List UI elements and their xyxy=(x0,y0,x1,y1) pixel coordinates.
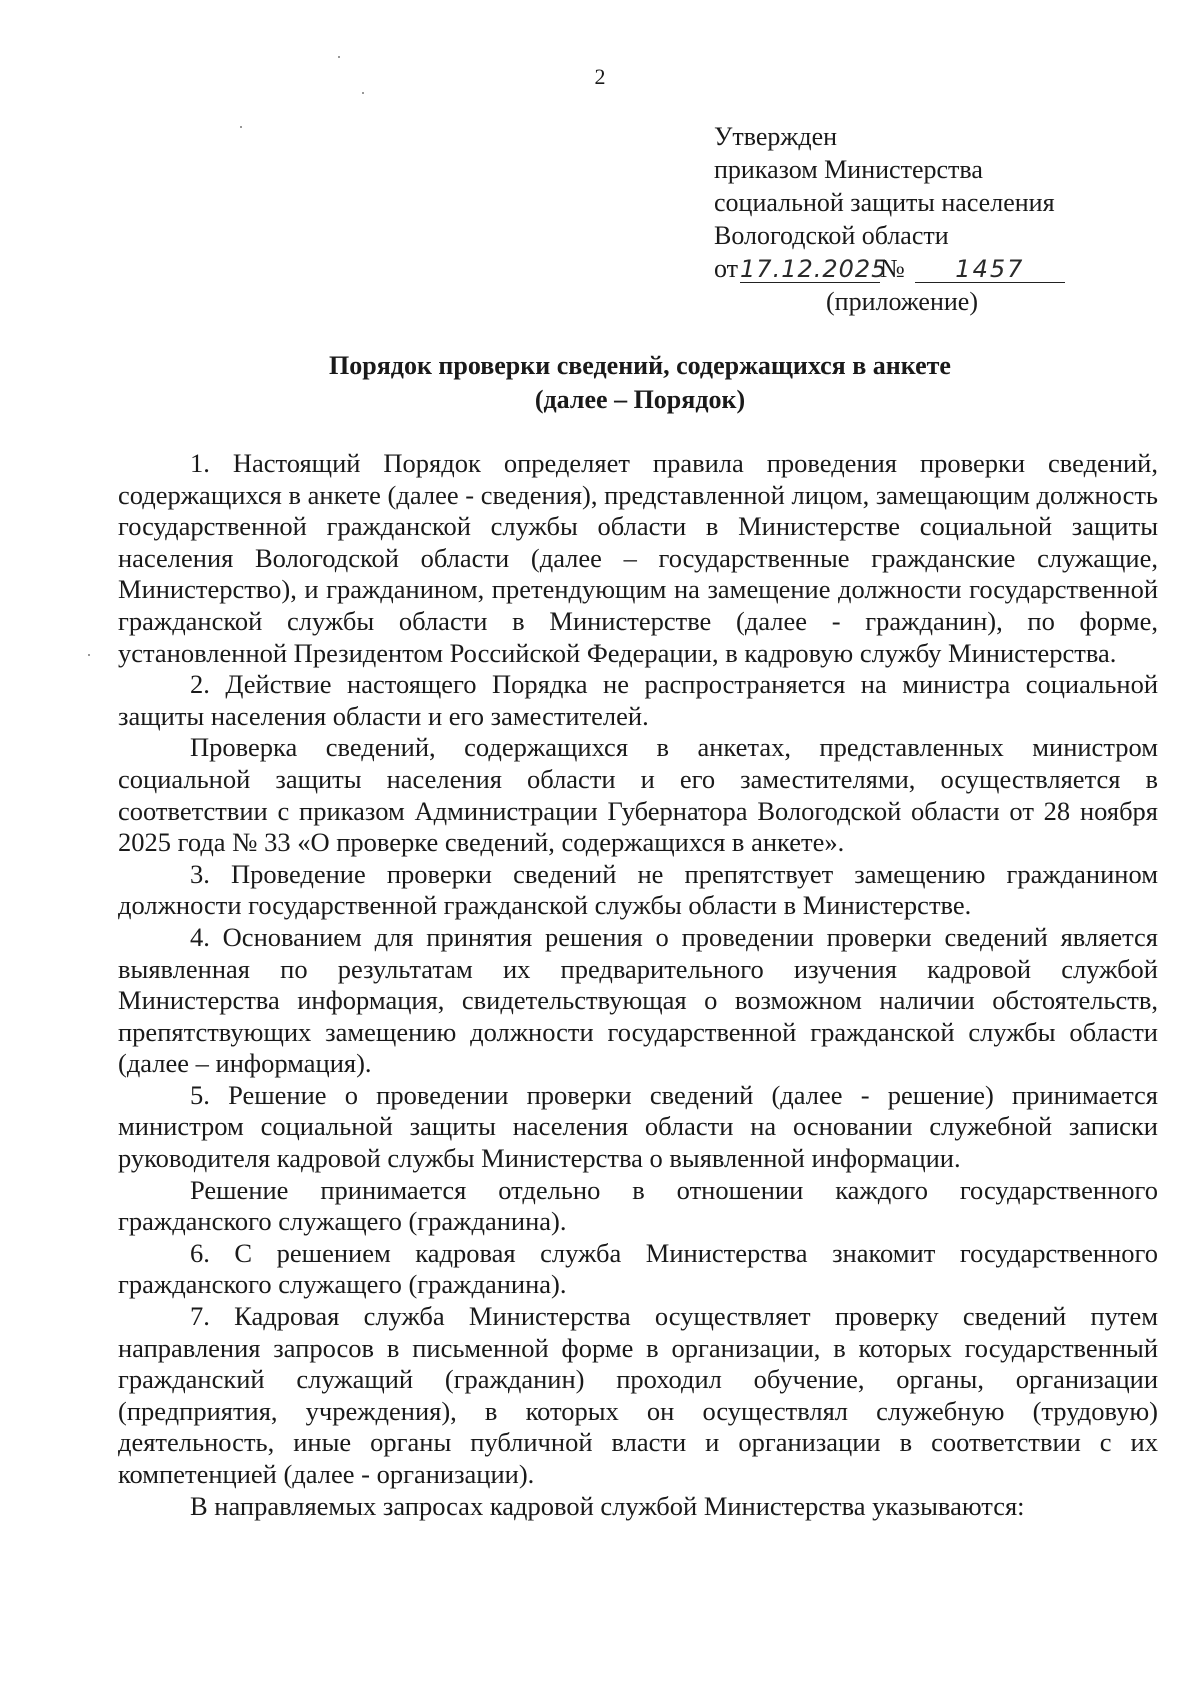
title-line: Порядок проверки сведений, содержащихся в анкете xyxy=(329,351,951,380)
paragraph: 1. Настоящий Порядок определяет правила проведения проверки сведений, содержащихся в анкете (далее - сведения), представленной лицом, замещающим должность государственной гражданской службы области в Министерстве социальной защиты населения Вологодской области (далее – государственные гражданские служащие, Министерство), и гражданином, претендующим на замещение должности государственной гражданской службы области в Министерстве (далее - гражданин), по форме, установленной Президентом Российской Федерации, в кадровую службу Министерства. xyxy=(118,448,1158,668)
paragraph: 6. С решением кадровая служба Министерства знакомит государственного гражданского служащего (гражданина). xyxy=(118,1237,1158,1300)
number-prefix: № xyxy=(880,254,905,283)
paragraph: 7. Кадровая служба Министерства осуществляет проверку сведений путем направления запросов в письменной форме в организации, в которых государственный гражданский служащий (гражданин) проходил обучение, органы, организации (предприятия, учреждения), в которых он осуществлял служебную (трудовую) деятельность, иные органы публичной власти и организации в соответствии с их компетенцией (далее - организации). xyxy=(118,1301,1158,1489)
approval-line: социальной защиты населения xyxy=(714,188,1055,217)
title-line: (далее – Порядок) xyxy=(534,385,746,414)
handwritten-date: 17.12.2025 xyxy=(740,255,888,283)
approval-line: Утвержден xyxy=(714,122,838,151)
date-prefix: от xyxy=(714,254,739,283)
paragraph: 3. Проведение проверки сведений не препятствует замещению гражданином должности государственной гражданской службы области в Министерстве. xyxy=(118,858,1158,921)
document-body xyxy=(118,448,1158,1522)
paragraph: Проверка сведений, содержащихся в анкетах, представленных министром социальной защиты населения области и его заместителями, осуществляется в соответствии с приказом Администрации Губернатора Вологодской области от 28 ноября 2025 года № 33 «О проверке сведений, содержащихся в анкете». xyxy=(118,732,1158,858)
approval-line: Вологодской области xyxy=(714,221,949,250)
scan-speck xyxy=(88,654,90,656)
paragraph: 2. Действие настоящего Порядка не распространяется на министра социальной защиты населения области и его заместителей. xyxy=(118,669,1158,731)
handwritten-number: 1457 xyxy=(915,256,1065,283)
page-number: 2 xyxy=(594,64,606,89)
scan-speck xyxy=(362,92,364,94)
approval-date-number-line xyxy=(714,252,1114,285)
approval-stamp xyxy=(714,120,1114,318)
annex-label: (приложение) xyxy=(826,287,979,316)
approval-line: приказом Министерства xyxy=(714,155,983,184)
scan-speck xyxy=(240,126,242,128)
scan-speck xyxy=(338,56,340,58)
paragraph: 5. Решение о проведении проверки сведений (далее - решение) принимается министром социальной защиты населения области на основании служебной записки руководителя кадровой службы Министерства о выявленной информации. xyxy=(118,1079,1158,1174)
document-title xyxy=(0,349,1200,417)
paragraph: Решение принимается отдельно в отношении каждого государственного гражданского служащего (гражданина). xyxy=(118,1174,1158,1237)
paragraph: В направляемых запросах кадровой службой Министерства указываются: xyxy=(190,1490,1025,1521)
paragraph: 4. Основанием для принятия решения о проведении проверки сведений является выявленная по результатам их предварительного изучения кадровой службой Министерства информация, свидетельствующая о возможном наличии обстоятельств, препятствующих замещению должности государственной гражданской службы области (далее – информация). xyxy=(118,921,1158,1079)
